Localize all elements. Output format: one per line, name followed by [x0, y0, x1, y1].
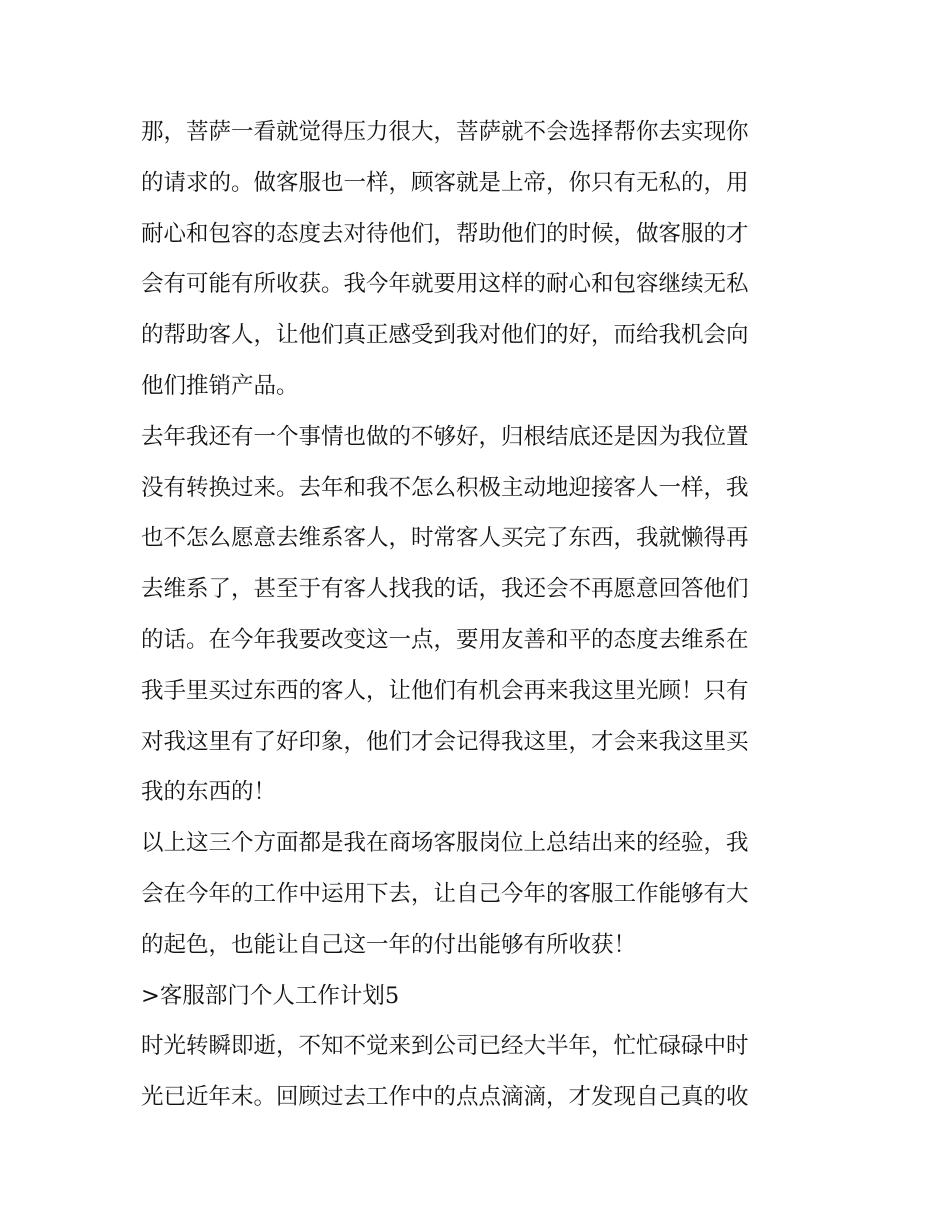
text-line: 会在今年的工作中运用下去，让自己今年的客服工作能够有大: [141, 880, 749, 907]
text-line: 的起色，也能让自己这一年的付出能够有所收获！: [141, 931, 637, 958]
text-line: 我的东西的！: [141, 779, 277, 806]
text-line: 那，菩萨一看就觉得压力很大，菩萨就不会选择帮你去实现你: [141, 119, 749, 145]
text-line: 去维系了，甚至于有客人找我的话，我还会不再愿意回答他们: [141, 576, 749, 603]
text-line: 的帮助客人，让他们真正感受到我对他们的好，而给我机会向: [141, 322, 749, 349]
text-line: 也不怎么愿意去维系客人，时常客人买完了东西，我就懒得再: [141, 525, 749, 552]
text-line: 的话。在今年我要改变这一点，要用友善和平的态度去维系在: [141, 626, 749, 653]
section-heading: >客服部门个人工作计划5: [141, 982, 400, 1009]
text-line: 耐心和包容的态度去对待他们，帮助他们的时候，做客服的才: [141, 220, 749, 247]
text-line: 以上这三个方面都是我在商场客服岗位上总结出来的经验，我: [141, 830, 749, 857]
document-body: [141, 107, 811, 1123]
text-line: 对我这里有了好印象，他们才会记得我这里，才会来我这里买: [141, 728, 749, 755]
text-line: 他们推销产品。: [141, 372, 299, 399]
text-line: 去年我还有一个事情也做的不够好，归根结底还是因为我位置: [141, 423, 749, 450]
text-line: 时光转瞬即逝，不知不觉来到公司已经大半年，忙忙碌碌中时: [141, 1033, 749, 1060]
text-line: 会有可能有所收获。我今年就要用这样的耐心和包容继续无私: [141, 271, 749, 298]
text-line: 光已近年末。回顾过去工作中的点点滴滴，才发现自己真的收: [141, 1084, 749, 1111]
text-line: 的请求的。做客服也一样，顾客就是上帝，你只有无私的，用: [141, 169, 749, 196]
text-line: 我手里买过东西的客人，让他们有机会再来我这里光顾！只有: [141, 677, 749, 704]
text-line: 没有转换过来。去年和我不怎么积极主动地迎接客人一样，我: [141, 474, 749, 501]
